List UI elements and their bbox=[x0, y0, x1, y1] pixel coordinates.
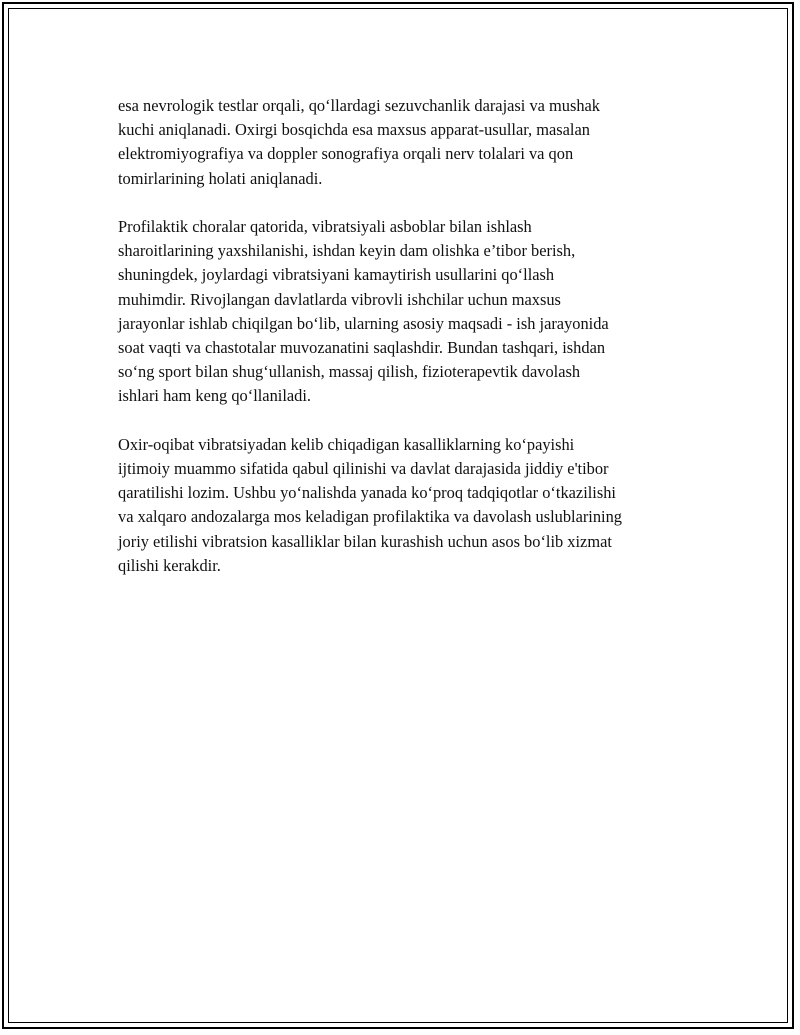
paragraph-3: Oxir-oqibat vibratsiyadan kelib chiqadigan kasalliklarning ko‘payishi ijtimoiy muammo sifatida qabul qilinishi va davlat darajasida jiddiy e'tibor qaratilishi lozim. Ushbu yo‘nalishda yanada ko‘proq tadqiqotlar o‘tkazilishi va xalqaro andozalarga mos keladigan profilaktika va davolash uslublarining joriy etilishi vibratsion kasalliklar bilan kurashish uchun asos bo‘lib xizmat qilishi kerakdir. bbox=[118, 434, 623, 575]
document-body bbox=[118, 94, 698, 602]
paragraph-1: esa nevrologik testlar orqali, qo‘llardagi sezuvchanlik darajasi va mushak kuchi aniqlanadi. Oxirgi bosqichda esa maxsus apparat-usullar, masalan elektromiyografiya va doppler sonografiya orqali nerv tolalari va qon tomirlarining holati aniqlanadi. bbox=[118, 96, 600, 188]
paragraph-2: Profilaktik choralar qatorida, vibratsiyali asboblar bilan ishlash sharoitlarining yaxshilanishi, ishdan keyin dam olishka e’tibor berish, shuningdek, joylardagi vibratsiyani kamaytirish usullarini qo‘llash muhimdir. Rivojlangan davlatlarda vibrovli ishchilar uchun maxsus jarayonlar ishlab chiqilgan bo‘lib, ularning asosiy maqsadi - ish jarayonida soat vaqti va chastotalar muvozanatini saqlashdir. Bundan tashqari, ishdan so‘ng sport bilan shug‘ullanish, massaj qilish, fizioterapevtik davolash ishlari ham keng qo‘llaniladi. bbox=[118, 217, 609, 406]
